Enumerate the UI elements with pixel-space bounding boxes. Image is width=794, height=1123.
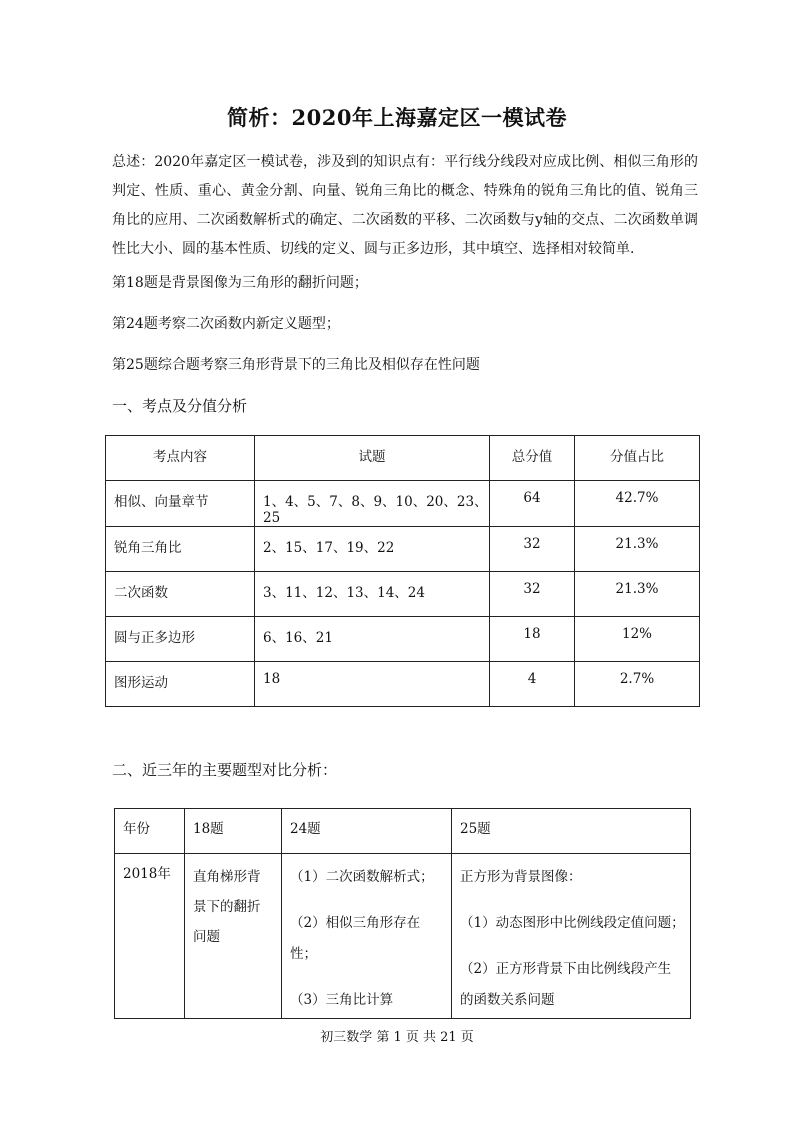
table-row [106,527,700,572]
header-topic: 考点内容 [153,449,207,465]
header-q24: 24题 [290,821,321,837]
row-score-ratio: 42.7% [615,490,659,506]
header-q18: 18题 [193,821,224,837]
header-q25: 25题 [460,821,491,837]
row-total-score: 18 [523,626,541,642]
row-q18 [193,854,277,952]
row-q25 [460,854,686,1016]
row-year: 2018年 [123,866,171,882]
header-questions: 试题 [358,449,386,465]
row-topic: 图形运动 [114,675,168,691]
q24-line: （3）三角比计算 [290,992,394,1008]
row-topic: 二次函数 [114,585,168,601]
row-total-score: 4 [527,671,537,687]
section2-heading: 二、近三年的主要题型对比分析： [112,761,338,779]
header-year: 年份 [123,821,150,837]
document-title: 简析：2020年上海嘉定区一模试卷 [227,105,567,130]
table-row [106,481,700,527]
table-row [115,854,691,1019]
row-score-ratio: 12% [621,626,652,642]
row-topic: 圆与正多边形 [114,630,195,646]
score-analysis-table [105,435,700,707]
q25-line: 的函数关系问题 [460,992,555,1008]
row-questions: 2、15、17、19、22 [263,540,395,556]
row-total-score: 64 [523,490,541,506]
section1-heading: 一、考点及分值分析 [112,397,248,415]
row-questions: 6、16、21 [263,630,333,646]
row-score-ratio: 2.7% [619,671,655,687]
page-footer: 初三数学 第 1 页 共 21 页 [320,1030,474,1045]
table-row [106,662,700,707]
row-total-score: 32 [523,536,541,552]
row-questions: 3、11、12、13、14、24 [263,585,425,601]
table-header-row [115,809,691,854]
row-topic: 锐角三角比 [114,540,182,556]
q25-line: 正方形为背景图像： [460,869,582,885]
q18-line: 问题 [193,929,220,945]
q24-line: （1）二次函数解析式； [290,869,434,885]
row-score-ratio: 21.3% [615,536,659,552]
question-comparison-table [114,808,691,1019]
table-row [106,617,700,662]
row-total-score: 32 [523,581,541,597]
row-questions: 18 [263,671,281,687]
note-question-18: 第18题是背景图像为三角形的翻折问题； [112,275,368,291]
q24-line: （2）相似三角形存在性； [290,915,421,962]
row-score-ratio: 21.3% [615,581,659,597]
q25-line: （1）动态图形中比例线段定值问题； [460,915,685,931]
q25-line: （2）正方形背景下由比例线段产生 [460,961,672,977]
q18-line: 景下的翻折 [193,899,261,915]
summary-paragraph: 总述：2020年嘉定区一模试卷，涉及到的知识点有：平行线分线段对应成比例、相似三角形的判定、性质、重心、黄金分割、向量、锐角三角比的概念、特殊角的锐角三角比的值、锐角三角比的应用、二次函数解析式的确定、二次函数的平移、二次函数与y轴的交点、二次函数单调性比大小、圆的基本性质、切线的定义、圆与正多边形，其中填空、选择相对较简单. [112,154,698,257]
note-question-24: 第24题考察二次函数内新定义题型； [112,316,340,332]
row-q24 [290,854,447,1016]
header-score-ratio: 分值占比 [610,449,664,465]
row-topic: 相似、向量章节 [114,494,209,510]
q18-line: 直角梯形背 [193,869,261,885]
row-questions: 1、4、5、7、8、9、10、20、23、25 [263,494,488,526]
header-total-score: 总分值 [511,449,553,465]
table-row [106,572,700,617]
note-question-25: 第25题综合题考察三角形背景下的三角比及相似存在性问题 [112,357,480,373]
table-header-row [106,436,700,481]
